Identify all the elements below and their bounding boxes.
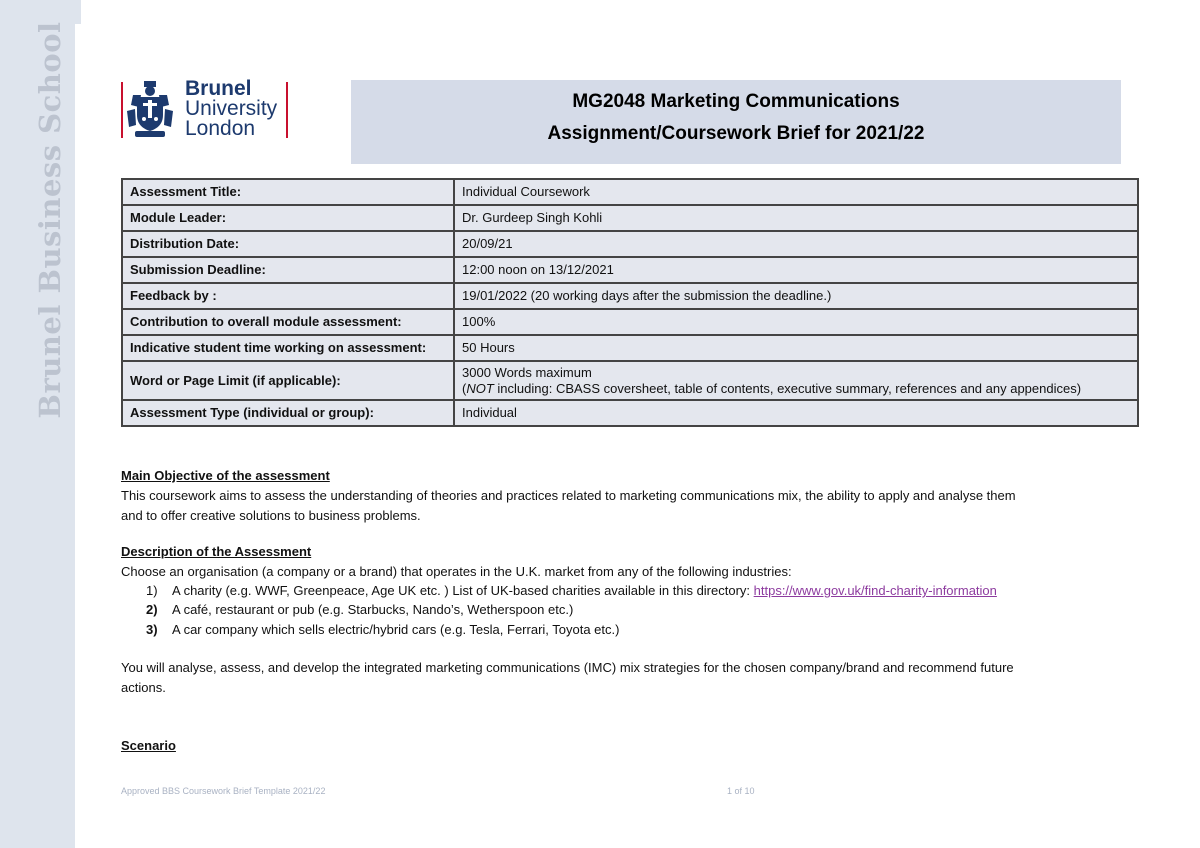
closing-paragraph	[121, 658, 1121, 698]
description-intro: Choose an organisation (a company or a brand) that operates in the U.K. market from any of the following industries:	[121, 564, 792, 579]
list-item	[146, 600, 573, 620]
row-value	[454, 361, 1138, 400]
row-value: 20/09/21	[454, 231, 1138, 257]
objective-section	[121, 466, 1121, 526]
closing-text-2: actions.	[121, 680, 166, 695]
row-label: Contribution to overall module assessment:	[122, 309, 454, 335]
assessment-info-table	[121, 178, 1139, 427]
word-limit-line: 3000 Words maximum	[462, 364, 592, 380]
document-title: MG2048 Marketing Communications	[572, 91, 900, 112]
list-number: 1)	[146, 583, 158, 598]
word-limit-exclusions: (NOT including: CBASS coversheet, table of contents, executive summary, references and any appendices)	[462, 380, 1082, 396]
table-row	[122, 283, 1138, 309]
logo-left-rule	[121, 82, 123, 138]
list-item	[146, 620, 619, 640]
row-label: Distribution Date:	[122, 231, 454, 257]
closing-text-1: You will analyse, assess, and develop the integrated marketing communications (IMC) mix strategies for the chosen company/brand and recommend future	[121, 660, 1014, 675]
row-label: Feedback by :	[122, 283, 454, 309]
list-text: A café, restaurant or pub (e.g. Starbucks, Nando’s, Wetherspoon etc.)	[172, 602, 574, 617]
list-number: 3)	[146, 622, 158, 637]
description-section	[121, 542, 1121, 582]
logo-line-brunel: Brunel	[185, 77, 252, 100]
objective-text-2: and to offer creative solutions to business problems.	[121, 508, 421, 523]
document-title-box	[351, 80, 1121, 164]
row-value: Individual Coursework	[454, 179, 1138, 205]
scenario-section	[121, 736, 1121, 756]
row-value: 12:00 noon on 13/12/2021	[454, 257, 1138, 283]
list-text: A charity (e.g. WWF, Greenpeace, Age UK etc. ) List of UK-based charities available in this directory:	[172, 583, 754, 598]
sidebar-school-name: Brunel Business School	[33, 21, 67, 419]
table-row	[122, 309, 1138, 335]
row-value: 100%	[454, 309, 1138, 335]
row-value: Individual	[454, 400, 1138, 426]
row-label: Assessment Type (individual or group):	[122, 400, 454, 426]
row-label: Module Leader:	[122, 205, 454, 231]
footer-template-note: Approved BBS Coursework Brief Template 2021/22	[121, 786, 326, 796]
table-row	[122, 231, 1138, 257]
logo-line-london: London	[185, 117, 256, 140]
description-heading: Description of the Assessment	[121, 544, 312, 559]
table-row	[122, 400, 1138, 426]
document-subtitle: Assignment/Coursework Brief for 2021/22	[547, 123, 925, 144]
scenario-heading: Scenario	[121, 738, 176, 753]
row-label: Indicative student time working on assessment:	[122, 335, 454, 361]
table-row	[122, 361, 1138, 400]
logo-line-university: University	[185, 97, 278, 120]
footer-page-number: 1 of 10	[727, 786, 755, 796]
row-label: Word or Page Limit (if applicable):	[122, 361, 454, 400]
row-label: Submission Deadline:	[122, 257, 454, 283]
sidebar-notch	[75, 0, 81, 24]
list-text: A car company which sells electric/hybrid cars (e.g. Tesla, Ferrari, Toyota etc.)	[172, 622, 620, 637]
list-number: 2)	[146, 602, 158, 617]
list-item	[146, 581, 997, 601]
table-row	[122, 205, 1138, 231]
logo-wordmark	[185, 79, 277, 139]
table-row	[122, 179, 1138, 205]
row-label: Assessment Title:	[122, 179, 454, 205]
objective-heading: Main Objective of the assessment	[121, 468, 330, 483]
crest-icon	[127, 81, 173, 139]
row-value: 50 Hours	[454, 335, 1138, 361]
university-logo	[121, 79, 291, 141]
word-limit-not: NOT	[466, 380, 494, 396]
row-value: Dr. Gurdeep Singh Kohli	[454, 205, 1138, 231]
logo-right-rule	[286, 82, 288, 138]
objective-text-1: This coursework aims to assess the understanding of theories and practices related to marketing communications mix, the ability to apply and analyse them	[121, 488, 1016, 503]
table-row	[122, 257, 1138, 283]
row-value: 19/01/2022 (20 working days after the submission the deadline.)	[454, 283, 1138, 309]
table-row	[122, 335, 1138, 361]
charity-directory-link[interactable]: https://www.gov.uk/find-charity-information	[753, 583, 997, 598]
